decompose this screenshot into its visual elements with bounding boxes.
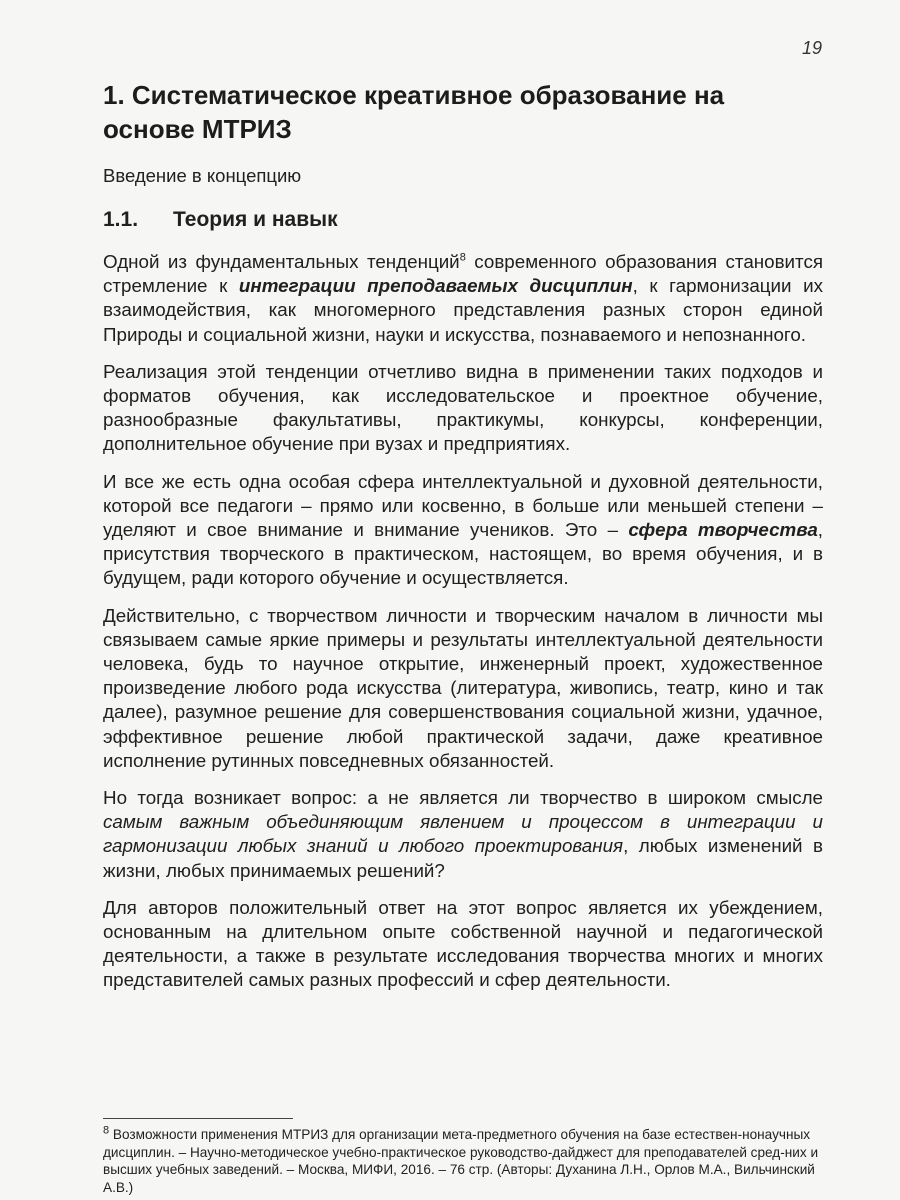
paragraph-3-text-a: И все же есть одна особая сфера интеллектуальной и духовной деятельности, которой все педагоги – прямо или косвенно, в больше или меньшей степени – уделяют и свое внимание и внимание учеников. Это – [103,470,823,541]
footnote-divider [103,1118,293,1119]
paragraph-1 [103,250,823,347]
chapter-title: 1. Систематическое креативное образование на основе МТРИЗ [103,80,725,144]
paragraph-3-emphasis: сфера творчества [628,519,818,541]
paragraph-6: Для авторов положительный ответ на этот вопрос является их убеждением, основанным на длительном опыте собственной научной и педагогической деятельности, а также в результате исследования творчества многих и многих представителей самых разных профессий и сфер деятельности. [103,896,823,991]
page-content [103,78,823,1006]
paragraph-1-text-a: Одной из фундаментальных тенденций [103,251,460,272]
paragraph-1-text-c: , к гармонизации их взаимодействия, как многомерного представления разных сторон единой Природы и социальной жизни, науки и искусства, познаваемого и непознанного. [103,275,823,345]
paragraph-3-text-b: , присутствия творческого в практическом, настоящем, во время обучения, и в будущем, ради которого обучение и осуществляется. [103,519,823,589]
paragraph-2: Реализация этой тенденции отчетливо видна в применении таких подходов и форматов обучения, как исследовательское и проектное обучение, разнообразные факультативы, практикумы, конкурсы, конференции, дополнительное обучение при вузах и предприятиях. [103,360,823,455]
paragraph-5 [103,786,823,883]
paragraph-4: Действительно, с творчеством личности и творческим началом в личности мы связываем самые яркие примеры и результаты интеллектуальной деятельности человека, будь то научное открытие, инженерный проект, художественное произведение любого рода искусства (литература, живопись, театр, кино и так далее), разумное решение для совершенствования социальной жизни, удачное, эффективное решение любой практической задачи, даже креативное исполнение рутинных повседневных обязанностей. [103,604,823,771]
section-heading [103,206,823,234]
footnote [103,1126,823,1196]
footnote-reference: 8 [459,251,466,264]
section-title: Теория и навык [173,208,338,231]
paragraph-5-text-a: Но тогда возникает вопрос: а не является ли творчество в широком смысле [103,787,823,809]
paragraph-5-emphasis: самым важным объединяющим явлением и процессом в интеграции и гармонизации любых знаний и любого проектирования [103,811,823,857]
footnote-mark: 8 [103,1124,110,1137]
paragraph-5-text-b: , любых изменений в жизни, любых принимаемых решений? [103,835,823,881]
paragraph-1-text-b: современного образования становится стремление к [103,251,824,297]
chapter-intro: Введение в концепцию [103,165,302,186]
page-number: 19 [801,38,822,58]
footnote-text: Возможности применения МТРИЗ для организации мета-предметного обучения на базе естествен-нонаучных дисциплин. – Научно-методическое учебно-практическое руководство-дайджест для преподавателей сред-них и высших учебных заведений. – Москва, МИФИ, 2016. – 76 стр. (Авторы: Духанина Л.Н., Орлов М.А., Вильчинский А.В.) [103,1127,819,1195]
paragraph-1-emphasis: интеграции преподаваемых дисциплин [238,275,633,297]
paragraph-3 [103,470,823,591]
section-number: 1.1. [103,208,139,231]
